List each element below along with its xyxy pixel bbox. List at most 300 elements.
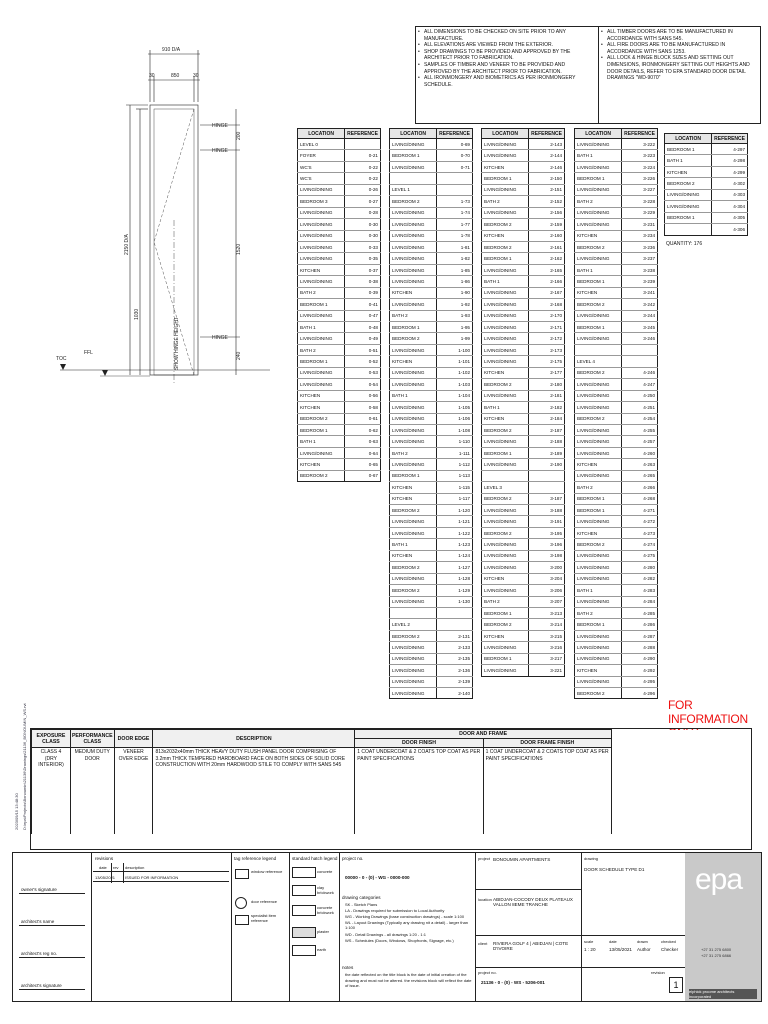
reference-cell: 0-35 — [345, 253, 381, 264]
schedule-table-2 — [389, 128, 473, 699]
legend-window: window reference — [251, 869, 283, 874]
reference-cell: 1-95 — [437, 322, 473, 333]
reference-cell: 2-182 — [529, 402, 565, 413]
table-row — [390, 344, 473, 355]
table-row — [390, 219, 473, 230]
category-la: LA - Drawings required for submission to Local Authority — [345, 908, 445, 913]
reference-cell: 0-71 — [437, 161, 473, 172]
reference-cell: 0-26 — [345, 184, 381, 195]
reference-cell: 4-306 — [712, 224, 748, 235]
reference-cell: 1-90 — [437, 287, 473, 298]
location-cell: LIVING/DINING — [482, 516, 529, 527]
table-row — [575, 139, 658, 150]
location-cell: LIVING/DINING — [575, 390, 622, 401]
location-cell: LIVING/DINING — [575, 516, 622, 527]
category-wd: WD - Detail Drawings - all drawings 1:20 - 1:1 — [345, 932, 426, 937]
table-row — [298, 322, 381, 333]
reference-cell: 1-110 — [437, 436, 473, 447]
location-cell: LIVING/DINING — [390, 436, 437, 447]
reference-cell — [437, 619, 473, 630]
location-label: location — [478, 897, 492, 902]
location-cell: BEDROOM 1 — [482, 447, 529, 458]
architect-name-label: architect's name — [21, 919, 55, 924]
reference-cell: 3-221 — [529, 665, 565, 676]
reference-cell: 3-222 — [622, 139, 658, 150]
reference-cell: 2-173 — [529, 344, 565, 355]
reference-cell: 3-195 — [529, 527, 565, 538]
table-row — [575, 356, 658, 367]
category-ws: WS - Schedules (Doors, Windows, Shopfronts, Signage, etc.) — [345, 938, 454, 943]
reference-cell: 4-298 — [712, 155, 748, 166]
for-information-only-stamp: FOR INFORMATION — [668, 698, 748, 726]
table-row — [482, 219, 565, 230]
table-row — [575, 196, 658, 207]
date-value: 13/05/2021 — [609, 947, 632, 952]
reference-cell: 4-246 — [622, 367, 658, 378]
table-row — [665, 212, 748, 223]
table-row — [482, 333, 565, 344]
table-row — [482, 505, 565, 516]
reference-cell: 4-282 — [622, 573, 658, 584]
note: • ALL FIRE DOORS ARE TO BE MANUFACTURED IN ACCORDANCE WITH SANS 1253. — [607, 42, 756, 55]
location-cell: LIVING/DINING — [482, 184, 529, 195]
reference-cell: 2-189 — [529, 447, 565, 458]
table-row — [298, 230, 381, 241]
reference-cell — [622, 356, 658, 367]
table-row — [482, 150, 565, 161]
location-cell: BEDROOM 2 — [482, 619, 529, 630]
location-cell: BEDROOM 2 — [390, 630, 437, 641]
reference-cell: 2-170 — [529, 310, 565, 321]
location-cell: BEDROOM 1 — [482, 607, 529, 618]
location-cell: BEDROOM 1 — [298, 356, 345, 367]
location-cell: BEDROOM 1 — [665, 144, 712, 155]
location-cell: BATH 2 — [390, 310, 437, 321]
reference-cell — [437, 184, 473, 195]
table-row — [390, 619, 473, 630]
table-row — [390, 436, 473, 447]
note: • ALL LOCK & HINGE BLOCK SIZES AND SETTING OUT DIMENSIONS, IRONMONGERY SETTING OUT HEIGHTS AND DOOR DETAILS, REFER TO EPA STANDARD DOOR DETAIL DRAWINGS "WD-9070" — [607, 55, 756, 81]
hinge-height-label: SHOW HINGE HEIGHT — [174, 316, 180, 370]
table-row — [298, 436, 381, 447]
table-row — [390, 264, 473, 275]
table-row — [298, 459, 381, 470]
reference-cell: 3-213 — [529, 607, 565, 618]
reference-cell: 1-108 — [437, 424, 473, 435]
table-row — [390, 653, 473, 664]
table-row — [390, 150, 473, 161]
revision-no-header: rev — [113, 865, 119, 870]
reference-cell: 3-200 — [529, 562, 565, 573]
table-row — [390, 322, 473, 333]
table-row — [298, 333, 381, 344]
location-cell: LIVING/DINING — [390, 688, 437, 699]
location-cell: LIVING/DINING — [298, 184, 345, 195]
table-row — [575, 619, 658, 630]
dim-1030: 1030 — [134, 308, 140, 320]
table-row — [390, 516, 473, 527]
table-row — [575, 642, 658, 653]
location-cell: BATH 2 — [390, 447, 437, 458]
reference-cell — [529, 482, 565, 493]
location-cell: LIVING/DINING — [575, 550, 622, 561]
reference-cell: 0-65 — [345, 459, 381, 470]
location-cell: LEVEL 2 — [390, 619, 437, 630]
location-cell: LIVING/DINING — [482, 642, 529, 653]
reference-header: REFERENCE — [529, 129, 565, 139]
location-cell: LIVING/DINING — [575, 253, 622, 264]
reference-cell: 0-64 — [345, 447, 381, 458]
table-row — [390, 253, 473, 264]
reference-cell — [622, 344, 658, 355]
reference-cell: 1-100 — [437, 344, 473, 355]
schedule-table-3 — [481, 128, 565, 677]
table-row — [390, 482, 473, 493]
location-cell: LIVING/DINING — [298, 367, 345, 378]
table-row — [390, 310, 473, 321]
category-sk: SK - Sketch Plans — [345, 902, 378, 907]
reference-cell: 1-102 — [437, 367, 473, 378]
hatch-concrete-brick: concrete brickwork — [317, 905, 334, 915]
schedule-table-5 — [664, 133, 748, 236]
location-header: LOCATION — [665, 134, 712, 144]
table-row — [575, 607, 658, 618]
dim-1520: 1520 — [236, 243, 242, 255]
reference-cell: 4-284 — [622, 596, 658, 607]
drawn-value: Author — [637, 947, 651, 952]
table-row — [298, 241, 381, 252]
location-cell: BEDROOM 2 — [575, 241, 622, 252]
location-cell: LIVING/DINING — [390, 253, 437, 264]
project-label: project — [478, 856, 491, 861]
table-row — [482, 527, 565, 538]
location-cell: LIVING/DINING — [298, 276, 345, 287]
reference-cell: 4-274 — [622, 539, 658, 550]
plot-file-path: D:\epa\Projects\Bonoumin\21136\Drawings\21136_BONOUMIN_WS.rvt — [22, 703, 27, 830]
location-cell: LIVING/DINING — [575, 642, 622, 653]
location-cell: KITCHEN — [482, 367, 529, 378]
location-cell: KITCHEN — [298, 459, 345, 470]
reference-cell: 3-244 — [622, 310, 658, 321]
table-row — [298, 253, 381, 264]
reference-cell: 1-124 — [437, 550, 473, 561]
hinge-label-1: HINGE — [212, 123, 228, 129]
location-cell: LIVING/DINING — [390, 139, 437, 150]
col-description: DESCRIPTION — [153, 730, 355, 748]
location-cell: LIVING/DINING — [482, 322, 529, 333]
reference-cell: 4-287 — [622, 630, 658, 641]
table-row — [298, 139, 381, 150]
location-cell: BEDROOM 2 — [575, 413, 622, 424]
description-value: 813x2032x40mm THICK HEAVY DUTY FLUSH PANEL DOOR COMPRISING OF 3.2mm THICK TEMPERED HARDBOARD FACE ON BOTH SIDES OF SOLID CORE CONSTRUCTION WITH 20mm HARDWOOD STILE TO COMPLY WITH SANS 545 — [153, 748, 355, 834]
location-cell: LIVING/DINING — [575, 676, 622, 687]
reference-cell: 1-104 — [437, 390, 473, 401]
reference-cell: 2-159 — [529, 219, 565, 230]
location-cell: LIVING/DINING — [390, 367, 437, 378]
owner-signature-label: owner's signature — [21, 887, 57, 892]
note: • SHOP DRAWINGS TO BE PROVIDED AND APPROVED BY THE ARCHITECT PRIOR TO FABRICATION. — [424, 49, 594, 62]
hatch-concrete: concrete — [317, 869, 333, 874]
table-row — [665, 178, 748, 189]
location-cell: BEDROOM 1 — [390, 150, 437, 161]
location-cell: LIVING/DINING — [482, 562, 529, 573]
table-row — [575, 253, 658, 264]
reference-cell: 3-231 — [622, 219, 658, 230]
table-row — [390, 447, 473, 458]
location-cell: KITCHEN — [482, 573, 529, 584]
reference-cell: 4-292 — [622, 665, 658, 676]
location-cell — [390, 173, 437, 184]
location-cell: LIVING/DINING — [575, 436, 622, 447]
location-cell — [575, 344, 622, 355]
location-cell: KITCHEN — [298, 390, 345, 401]
location-cell: BEDROOM 2 — [482, 527, 529, 538]
location-cell: LIVING/DINING — [298, 379, 345, 390]
reference-cell: 4-263 — [622, 459, 658, 470]
reference-cell: 2-166 — [529, 276, 565, 287]
location-cell: LIVING/DINING — [482, 436, 529, 447]
table-row — [665, 144, 748, 155]
location-cell: BEDROOM 2 — [482, 424, 529, 435]
dim-240: 240 — [236, 351, 242, 360]
reference-cell: 3-216 — [529, 642, 565, 653]
notes-text: the date reflected on the title block is the date of initial creation of the drawing and must not be altered. the revisions block will reflect the date of issue. — [345, 972, 472, 988]
reference-cell: 2-162 — [529, 253, 565, 264]
quantity-label: QUANTITY: 176 — [666, 241, 703, 247]
location-cell: KITCHEN — [482, 230, 529, 241]
location-cell: BEDROOM 1 — [298, 424, 345, 435]
table-row — [575, 676, 658, 687]
reference-cell: 2-140 — [437, 688, 473, 699]
table-row — [390, 550, 473, 561]
reference-header: REFERENCE — [712, 134, 748, 144]
reference-cell: 4-297 — [712, 144, 748, 155]
location-cell: LIVING/DINING — [482, 585, 529, 596]
table-row — [575, 596, 658, 607]
location-cell: BEDROOM 1 — [575, 505, 622, 516]
reference-cell: 4-271 — [622, 505, 658, 516]
table-row — [390, 630, 473, 641]
table-row — [482, 447, 565, 458]
location-cell: BATH 2 — [482, 596, 529, 607]
reference-cell: 1-86 — [437, 276, 473, 287]
project-no-value: 21136 - 0 - (0) - WS - 5206-001 — [481, 980, 545, 985]
reference-cell: 4-254 — [622, 413, 658, 424]
location-cell: LIVING/DINING — [390, 653, 437, 664]
reference-cell: 2-152 — [529, 196, 565, 207]
reference-cell: 0-69 — [437, 139, 473, 150]
location-cell: BEDROOM 2 — [390, 333, 437, 344]
table-row — [482, 207, 565, 218]
location-cell: BEDROOM 2 — [482, 493, 529, 504]
reference-cell: 3-196 — [529, 539, 565, 550]
location-cell: LIVING/DINING — [482, 333, 529, 344]
table-row — [575, 585, 658, 596]
location-cell: LIVING/DINING — [390, 161, 437, 172]
client-value: RIVIERA GOLF 4 | ABIDJAN | COTE D'IVOIRE — [493, 941, 569, 951]
reference-cell: 1-99 — [437, 333, 473, 344]
notes-title: notes — [342, 965, 354, 970]
project-no-label: project no. — [478, 970, 497, 975]
table-row — [390, 688, 473, 699]
location-cell: LIVING/DINING — [298, 447, 345, 458]
reference-cell: 1-106 — [437, 413, 473, 424]
drawing-categories-panel — [339, 853, 476, 1001]
reference-cell: 2-167 — [529, 287, 565, 298]
location-cell: KITCHEN — [298, 402, 345, 413]
fax: +27 31 275 6866 — [701, 953, 732, 958]
reference-cell: 2-181 — [529, 390, 565, 401]
table-row — [390, 161, 473, 172]
reference-cell: 3-234 — [622, 230, 658, 241]
table-row — [390, 596, 473, 607]
reference-cell: 1-112 — [437, 459, 473, 470]
reference-cell: 4-288 — [622, 642, 658, 653]
width-dim: 910 D/A — [162, 47, 181, 53]
location-cell: LIVING/DINING — [482, 139, 529, 150]
location-cell: LIVING/DINING — [390, 207, 437, 218]
location-cell: LIVING/DINING — [575, 207, 622, 218]
reference-cell: 3-236 — [622, 241, 658, 252]
table-row — [575, 173, 658, 184]
table-row — [390, 493, 473, 504]
table-row — [482, 665, 565, 676]
table-row — [482, 607, 565, 618]
table-row — [575, 482, 658, 493]
location-cell: LIVING/DINING — [298, 207, 345, 218]
reference-cell: 3-215 — [529, 630, 565, 641]
table-row — [575, 505, 658, 516]
location-cell: LIVING/DINING — [390, 264, 437, 275]
table-row — [482, 230, 565, 241]
location-cell: LIVING/DINING — [575, 653, 622, 664]
reference-cell: 4-272 — [622, 516, 658, 527]
schedule-table-1 — [297, 128, 381, 482]
reference-cell: 3-246 — [622, 333, 658, 344]
reference-cell: 3-229 — [622, 207, 658, 218]
reference-cell: 1-92 — [437, 299, 473, 310]
table-row — [665, 224, 748, 235]
table-row — [575, 390, 658, 401]
table-row — [298, 299, 381, 310]
reference-cell: 0-30 — [345, 219, 381, 230]
sheet-number: 1 — [669, 977, 683, 993]
reference-cell: 2-150 — [529, 173, 565, 184]
table-row — [298, 367, 381, 378]
table-row — [482, 287, 565, 298]
location-cell: BATH 1 — [298, 322, 345, 333]
table-row — [298, 413, 381, 424]
table-row — [482, 470, 565, 481]
standard-hatch-legend — [289, 853, 340, 1001]
location-cell: LIVING/DINING — [390, 676, 437, 687]
tel: +27 31 275 6800 — [701, 947, 732, 952]
reference-cell: 0-53 — [345, 367, 381, 378]
reference-cell: 4-299 — [712, 166, 748, 177]
table-row — [390, 379, 473, 390]
note: • ALL ELEVATIONS ARE VIEWED FROM THE EXTERIOR. — [424, 42, 594, 49]
logo-panel — [685, 853, 761, 1001]
reference-cell: 0-41 — [345, 299, 381, 310]
location-cell: KITCHEN — [575, 459, 622, 470]
date-label: date — [609, 939, 617, 944]
reference-cell: 1-81 — [437, 241, 473, 252]
location-cell: KITCHEN — [575, 287, 622, 298]
reference-cell: 2-184 — [529, 413, 565, 424]
project-info-panel — [475, 853, 582, 1001]
reference-cell: 1-82 — [437, 253, 473, 264]
table-row — [482, 459, 565, 470]
checked-value: Checker — [661, 947, 679, 952]
table-row — [482, 585, 565, 596]
location-cell: BEDROOM 2 — [665, 178, 712, 189]
reference-cell: 1-105 — [437, 402, 473, 413]
location-cell: BATH 2 — [575, 196, 622, 207]
table-row — [575, 230, 658, 241]
table-row — [298, 390, 381, 401]
location-cell: BEDROOM 2 — [390, 196, 437, 207]
location-cell: LIVING/DINING — [575, 333, 622, 344]
location-cell: BATH 1 — [482, 276, 529, 287]
reference-cell: 4-286 — [622, 619, 658, 630]
reference-cell: 1-85 — [437, 264, 473, 275]
location-cell: BEDROOM 2 — [390, 505, 437, 516]
location-cell: BEDROOM 3 — [298, 196, 345, 207]
table-row — [482, 550, 565, 561]
reference-cell: 1-93 — [437, 310, 473, 321]
table-row — [482, 173, 565, 184]
project-no-title: project no. — [342, 856, 364, 861]
table-row — [575, 264, 658, 275]
reference-cell: 3-198 — [529, 550, 565, 561]
location-header: LOCATION — [390, 129, 437, 139]
reference-cell: 1-111 — [437, 447, 473, 458]
table-row — [390, 356, 473, 367]
table-row — [482, 630, 565, 641]
location-cell: LIVING/DINING — [482, 299, 529, 310]
performance-value: MEDIUM DUTY DOOR — [70, 748, 114, 834]
reference-header: REFERENCE — [345, 129, 381, 139]
table-row — [298, 287, 381, 298]
table-row — [482, 264, 565, 275]
location-cell: KITCHEN — [482, 630, 529, 641]
location-cell: LIVING/DINING — [575, 310, 622, 321]
location-cell: LIVING/DINING — [390, 219, 437, 230]
location-cell: LIVING/DINING — [390, 402, 437, 413]
firm-name: elphick proome architects incorporated — [689, 989, 757, 999]
location-cell: LIVING/DINING — [482, 207, 529, 218]
table-row — [575, 470, 658, 481]
table-row — [298, 276, 381, 287]
table-row — [665, 166, 748, 177]
table-row — [298, 173, 381, 184]
reference-cell: 4-283 — [622, 585, 658, 596]
ffl-label: FFL — [84, 350, 93, 356]
table-row — [482, 402, 565, 413]
table-row — [298, 161, 381, 172]
location-cell: KITCHEN — [575, 665, 622, 676]
tag-reference-legend — [231, 853, 290, 1001]
table-row — [482, 619, 565, 630]
table-row — [390, 333, 473, 344]
location-cell: LIVING/DINING — [390, 459, 437, 470]
reference-cell: 2-156 — [529, 207, 565, 218]
location-cell: LIVING/DINING — [298, 219, 345, 230]
location-cell: BATH 1 — [575, 264, 622, 275]
table-row — [575, 299, 658, 310]
reference-cell: 1-73 — [437, 196, 473, 207]
table-row — [298, 207, 381, 218]
